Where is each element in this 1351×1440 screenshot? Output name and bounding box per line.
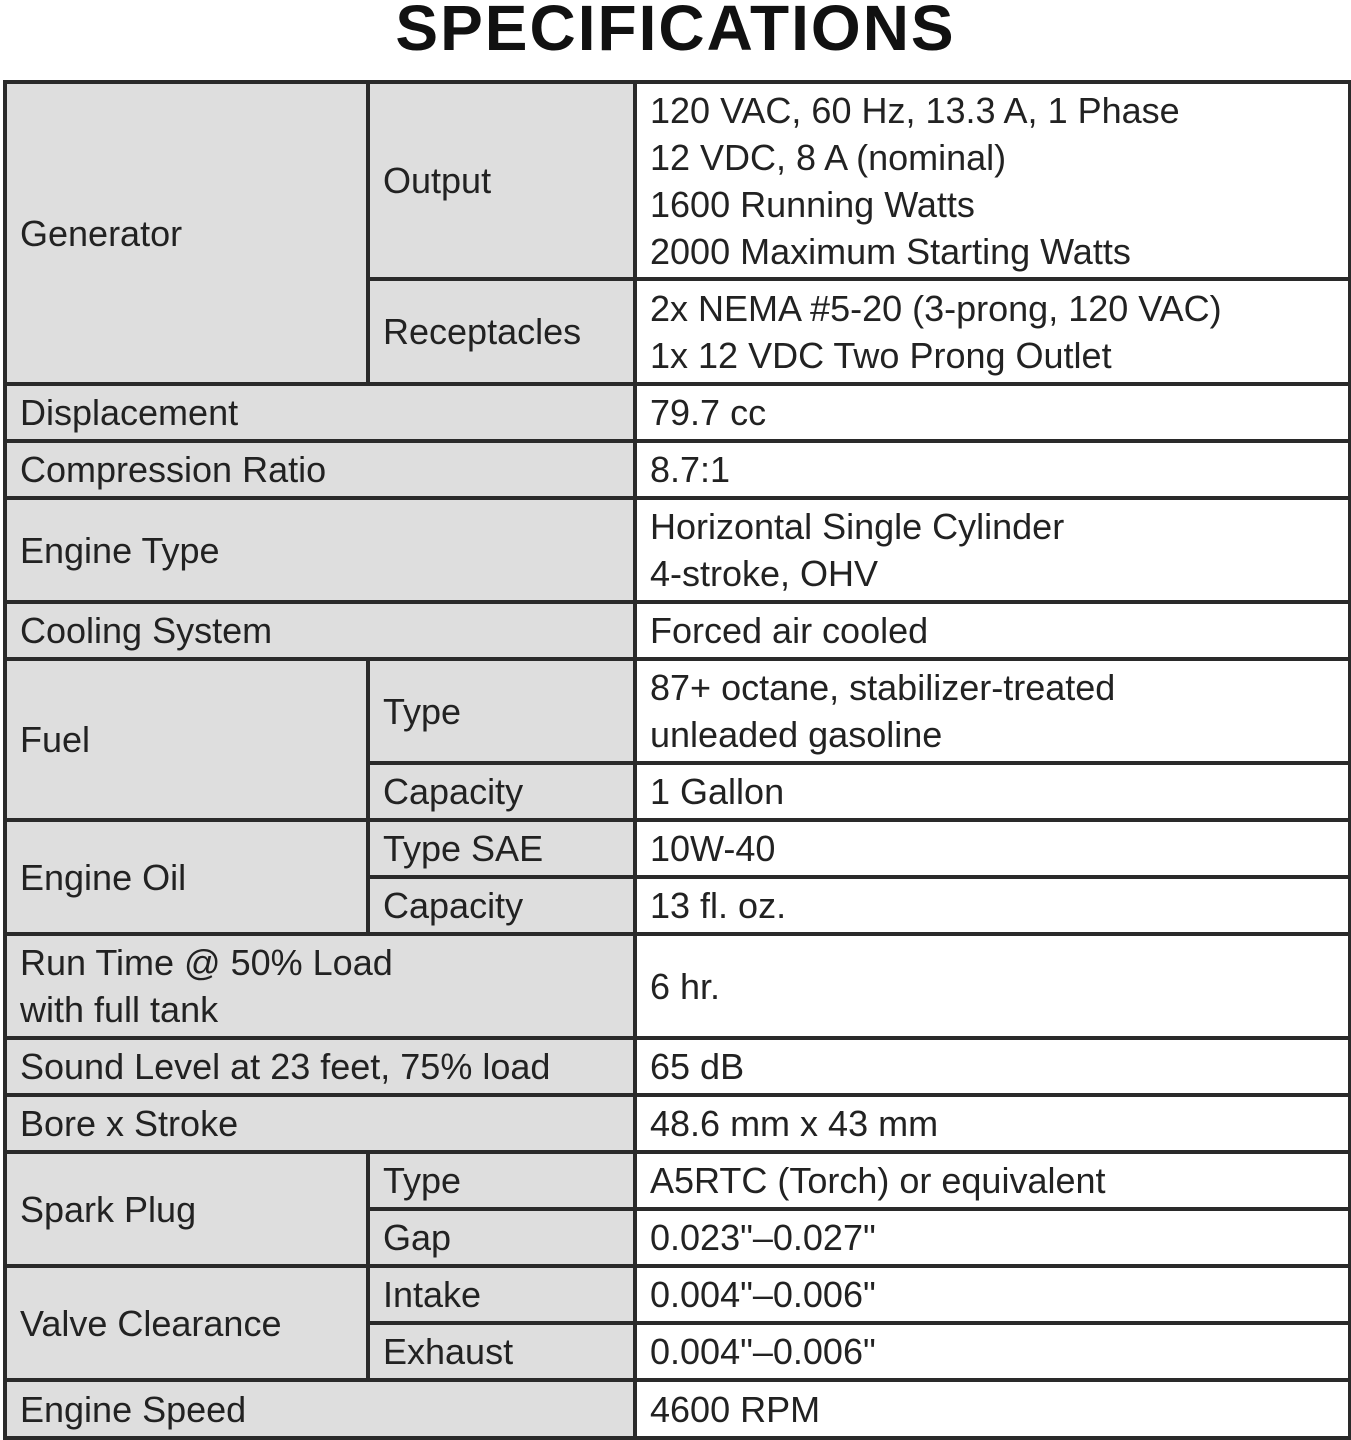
fuel-capacity-label: Capacity — [368, 763, 635, 820]
table-row — [5, 441, 1350, 498]
bore-stroke-value: 48.6 mm x 43 mm — [635, 1095, 1350, 1152]
output-value — [635, 82, 1350, 279]
receptacles-line: 2x NEMA #5-20 (3-prong, 120 VAC) — [650, 287, 1222, 329]
engine-oil-label: Engine Oil — [5, 820, 368, 934]
displacement-value: 79.7 cc — [635, 384, 1350, 441]
table-row — [5, 498, 1350, 602]
output-label: Output — [368, 82, 635, 279]
generator-label: Generator — [5, 82, 368, 384]
valve-intake-value: 0.004"–0.006" — [635, 1266, 1350, 1323]
engine-type-value — [635, 498, 1350, 602]
valve-intake-label: Intake — [368, 1266, 635, 1323]
table-row — [5, 384, 1350, 441]
receptacles-line: 1x 12 VDC Two Prong Outlet — [650, 334, 1112, 376]
oil-capacity-label: Capacity — [368, 877, 635, 934]
spark-plug-type-label: Type — [368, 1152, 635, 1209]
output-line: 120 VAC, 60 Hz, 13.3 A, 1 Phase — [650, 89, 1180, 131]
table-row — [5, 602, 1350, 659]
sound-level-label: Sound Level at 23 feet, 75% load — [5, 1038, 635, 1095]
displacement-label: Displacement — [5, 384, 635, 441]
spark-plug-gap-label: Gap — [368, 1209, 635, 1266]
oil-type-value: 10W-40 — [635, 820, 1350, 877]
table-row — [5, 1152, 1350, 1209]
page-title: SPECIFICATIONS — [395, 0, 956, 64]
run-time-value: 6 hr. — [635, 934, 1350, 1038]
valve-exhaust-value: 0.004"–0.006" — [635, 1323, 1350, 1380]
output-line: 1600 Running Watts — [650, 183, 975, 225]
fuel-type-label: Type — [368, 659, 635, 763]
spark-plug-gap-value: 0.023"–0.027" — [635, 1209, 1350, 1266]
engine-speed-value: 4600 RPM — [635, 1380, 1350, 1438]
table-row — [5, 1095, 1350, 1152]
output-line: 2000 Maximum Starting Watts — [650, 230, 1131, 272]
compression-ratio-label: Compression Ratio — [5, 441, 635, 498]
fuel-type-value — [635, 659, 1350, 763]
table-row — [5, 1038, 1350, 1095]
fuel-type-line: 87+ octane, stabilizer-treated — [650, 667, 1116, 708]
oil-capacity-value: 13 fl. oz. — [635, 877, 1350, 934]
valve-clearance-label: Valve Clearance — [5, 1266, 368, 1380]
fuel-label: Fuel — [5, 659, 368, 820]
specifications-table — [3, 80, 1351, 1440]
run-time-label-line: with full tank — [20, 989, 219, 1030]
oil-type-label: Type SAE — [368, 820, 635, 877]
cooling-system-label: Cooling System — [5, 602, 635, 659]
table-row — [5, 1266, 1350, 1323]
fuel-type-line: unleaded gasoline — [650, 714, 943, 755]
engine-type-line: 4-stroke, OHV — [650, 553, 879, 594]
bore-stroke-label: Bore x Stroke — [5, 1095, 635, 1152]
engine-type-label: Engine Type — [5, 498, 635, 602]
spark-plug-type-value: A5RTC (Torch) or equivalent — [635, 1152, 1350, 1209]
table-row — [5, 820, 1350, 877]
sound-level-value: 65 dB — [635, 1038, 1350, 1095]
table-row — [5, 659, 1350, 763]
engine-type-line: Horizontal Single Cylinder — [650, 506, 1065, 547]
valve-exhaust-label: Exhaust — [368, 1323, 635, 1380]
fuel-capacity-value: 1 Gallon — [635, 763, 1350, 820]
output-line: 12 VDC, 8 A (nominal) — [650, 136, 1007, 178]
table-row — [5, 1380, 1350, 1438]
table-row — [5, 82, 1350, 279]
compression-ratio-value: 8.7:1 — [635, 441, 1350, 498]
run-time-label — [5, 934, 635, 1038]
engine-speed-label: Engine Speed — [5, 1380, 635, 1438]
run-time-label-line: Run Time @ 50% Load — [20, 942, 393, 983]
cooling-system-value: Forced air cooled — [635, 602, 1350, 659]
receptacles-value — [635, 279, 1350, 384]
table-row — [5, 934, 1350, 1038]
receptacles-label: Receptacles — [368, 279, 635, 384]
spark-plug-label: Spark Plug — [5, 1152, 368, 1266]
